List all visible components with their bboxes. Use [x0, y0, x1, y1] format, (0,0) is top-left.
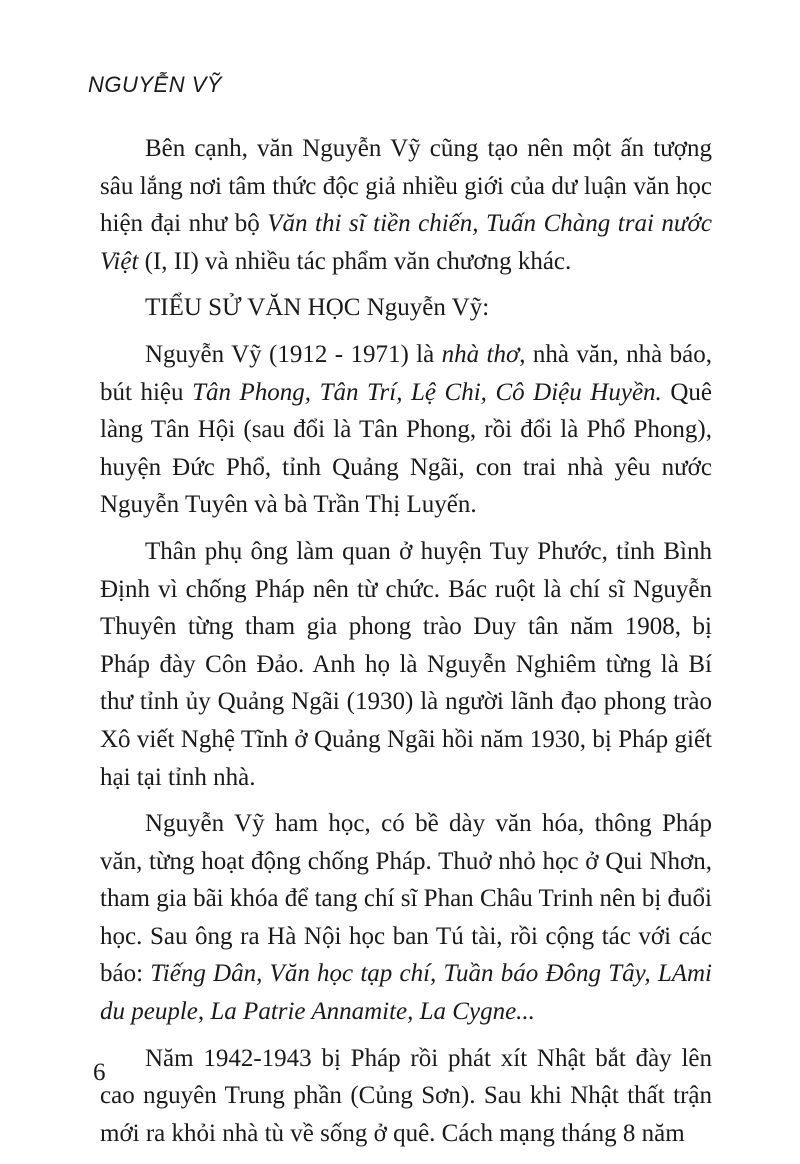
paragraph-3-italic-role: nhà thơ: [441, 340, 520, 368]
paragraph-3-text-e: Quê làng Tân Hội (sau đổi là Tân Phong, rồi đổi là Phổ Phong), huyện Đức Phổ, tỉnh Quảng Ngãi, con trai nhà yêu nước Nguyễn Tuyên và bà Trần Thị Luyến.: [100, 378, 713, 519]
paragraph-1-text-c: (I, II) và nhiều tác phẩm văn chương khác.: [138, 247, 572, 275]
paragraph-5: [100, 805, 712, 1031]
paragraph-5-text-a: Nguyễn Vỹ ham học, có bề dày văn hóa, thông Pháp văn, từng hoạt động chống Pháp. Thuở nhỏ học ở Qui Nhơn, tham gia bãi khóa để tang chí sĩ Phan Châu Trinh nên bị đuổi học. Sau ông ra Hà Nội học ban Tú tài, rồi cộng tác với các báo:: [100, 810, 712, 988]
body-text: [100, 130, 712, 1152]
paragraph-3-text-a: Nguyễn Vỹ (1912 - 1971) là: [145, 340, 442, 368]
paragraph-2-heading: TIỂU SỬ VĂN HỌC Nguyễn Vỹ:: [145, 294, 490, 322]
paragraph-3-italic-pen-names: Tân Phong, Tân Trí, Lệ Chi, Cô Diệu Huyền.: [192, 378, 662, 406]
paragraph-1: [100, 130, 712, 280]
page-number: 6: [93, 1059, 106, 1086]
paragraph-1-italic-titles: Văn thi sĩ tiền chiến, Tuấn Chàng trai nước Việt: [100, 210, 712, 275]
paragraph-4: Thân phụ ông làm quan ở huyện Tuy Phước, tỉnh Bình Định vì chống Pháp nên từ chức. Bác ruột là chí sĩ Nguyễn Thuyên từng tham gia phong trào Duy tân năm 1908, bị Pháp đày Côn Đảo. Anh họ là Nguyễn Nghiêm từng là Bí thư tỉnh ủy Quảng Ngãi (1930) là người lãnh đạo phong trào Xô viết Nghệ Tĩnh ở Quảng Ngãi hồi năm 1930, bị Pháp giết hại tại tỉnh nhà.: [100, 537, 712, 791]
paragraph-1-text-a: Bên cạnh, văn Nguyễn Vỹ cũng tạo nên một ấn tượng sâu lắng nơi tâm thức độc giả nhiều giới của dư luận văn học hiện đại như bộ: [100, 135, 712, 238]
paragraph-6: Năm 1942-1943 bị Pháp rồi phát xít Nhật bắt đày lên cao nguyên Trung phần (Củng Sơn). Sau khi Nhật thất trận mới ra khỏi nhà tù về sống ở quê. Cách mạng tháng 8 năm: [100, 1044, 712, 1147]
running-header: NGUYỄN VỸ: [88, 72, 223, 97]
paragraph-5-italic-newspapers: Tiếng Dân, Văn học tạp chí, Tuần báo Đông Tây, LAmi du peuple, La Patrie Annamite, La Cygne...: [100, 960, 712, 1026]
paragraph-3-text-c: , nhà văn, nhà báo, bút hiệu: [100, 340, 712, 406]
paragraph-3: [100, 336, 712, 524]
